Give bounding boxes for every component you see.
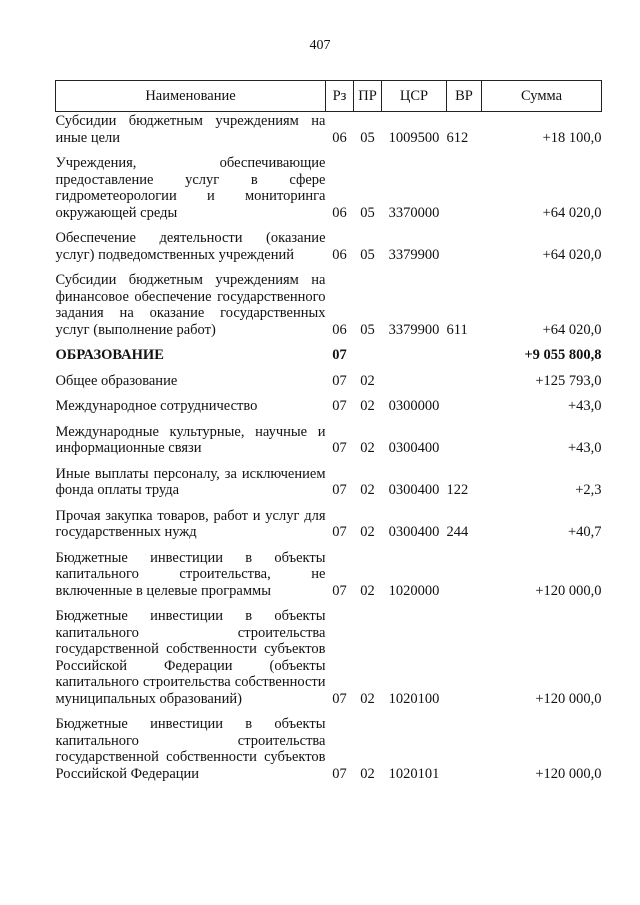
cell-pr: 02	[360, 582, 375, 599]
cell-name: Бюджетные инвестиции в объекты капитального строительства государственной собственности субъектов Российской Федерации	[55, 716, 326, 782]
table-row	[56, 547, 602, 606]
cell-pr: 02	[360, 440, 375, 456]
cell-rz: 07	[332, 372, 347, 389]
cell-rz: 07	[332, 582, 347, 599]
table-row	[56, 713, 602, 788]
table-row	[56, 152, 602, 227]
cell-rz: 07	[332, 440, 347, 456]
cell-vr	[447, 344, 482, 370]
cell-name: ОБРАЗОВАНИЕ	[55, 347, 164, 363]
cell-rz: 06	[332, 246, 347, 263]
cell-csr: 0300400	[388, 440, 440, 456]
cell-csr: 0300400	[388, 482, 440, 498]
cell-sum: +40,7	[567, 524, 602, 540]
cell-sum: +125 793,0	[535, 372, 602, 389]
header-csr: ЦСР	[382, 81, 447, 112]
cell-pr: 05	[360, 246, 375, 263]
cell-csr: 3379900	[388, 321, 440, 338]
table-row	[56, 463, 602, 505]
cell-sum: +43,0	[567, 398, 602, 414]
table-header	[56, 81, 602, 112]
cell-sum: +2,3	[575, 482, 602, 498]
cell-rz: 07	[332, 524, 347, 540]
header-rz: Рз	[326, 81, 354, 112]
cell-sum: +43,0	[567, 440, 602, 456]
cell-pr: 02	[360, 372, 375, 389]
cell-vr	[447, 713, 482, 788]
cell-pr: 02	[360, 690, 375, 707]
cell-pr: 05	[360, 321, 375, 338]
cell-name: Бюджетные инвестиции в объекты капитального строительства государственной собственности субъектов Российской Федерации (объекты капитального строительства собственности муниципальных образований)	[55, 608, 326, 707]
cell-csr: 1020100	[388, 690, 440, 707]
cell-pr: 02	[360, 482, 375, 498]
cell-vr: 244	[446, 524, 469, 540]
cell-sum: +120 000,0	[535, 690, 602, 707]
table-row	[56, 505, 602, 547]
cell-name: Субсидии бюджетным учреждениям на финансовое обеспечение государственного задания на оказание государственных услуг (выполнение работ)	[55, 272, 326, 338]
cell-csr: 0300000	[388, 398, 440, 414]
cell-pr: 05	[360, 129, 375, 146]
cell-rz: 06	[332, 321, 347, 338]
header-name: Наименование	[56, 81, 326, 112]
cell-vr: 612	[446, 129, 469, 146]
cell-name: Международные культурные, научные и информационные связи	[55, 423, 326, 456]
budget-table	[55, 80, 602, 788]
cell-csr: 3379900	[388, 246, 440, 263]
cell-vr	[447, 227, 482, 269]
cell-rz: 07	[332, 765, 347, 782]
table-row	[56, 370, 602, 396]
cell-sum: +9 055 800,8	[524, 347, 602, 363]
page-number: 407	[309, 38, 331, 53]
cell-name: Обеспечение деятельности (оказание услуг) подведомственных учреждений	[55, 230, 326, 263]
cell-sum: +64 020,0	[542, 204, 602, 221]
cell-csr: 1020101	[388, 765, 440, 782]
cell-sum: +64 020,0	[542, 246, 602, 263]
table-row	[56, 112, 602, 153]
cell-csr	[382, 344, 447, 370]
cell-sum: +120 000,0	[535, 765, 602, 782]
cell-rz: 06	[332, 129, 347, 146]
cell-csr: 3370000	[388, 204, 440, 221]
cell-csr	[382, 370, 447, 396]
cell-name: Субсидии бюджетным учреждениям на иные цели	[55, 113, 326, 146]
cell-csr: 0300400	[388, 524, 440, 540]
cell-rz: 06	[332, 204, 347, 221]
cell-rz: 07	[332, 690, 347, 707]
table-row	[56, 227, 602, 269]
table-body	[56, 112, 602, 789]
cell-pr: 02	[360, 398, 375, 414]
cell-name: Прочая закупка товаров, работ и услуг для государственных нужд	[55, 507, 326, 540]
cell-vr	[447, 370, 482, 396]
cell-name: Иные выплаты персоналу, за исключением фонда оплаты труда	[55, 465, 326, 498]
cell-vr: 122	[446, 482, 469, 498]
table-row	[56, 421, 602, 463]
cell-csr: 1020000	[388, 582, 440, 599]
cell-vr	[447, 605, 482, 713]
cell-csr: 1009500	[388, 129, 440, 146]
cell-sum: +18 100,0	[542, 129, 602, 146]
cell-pr: 05	[360, 204, 375, 221]
header-pr: ПР	[354, 81, 382, 112]
table-row	[56, 395, 602, 421]
table-row	[56, 605, 602, 713]
header-sum: Сумма	[482, 81, 602, 112]
cell-sum: +64 020,0	[542, 321, 602, 338]
cell-name: Общее образование	[55, 372, 178, 389]
cell-pr: 02	[360, 765, 375, 782]
cell-rz: 07	[332, 347, 347, 363]
cell-sum: +120 000,0	[535, 582, 602, 599]
table-row	[56, 269, 602, 344]
cell-pr	[354, 344, 382, 370]
cell-vr	[447, 152, 482, 227]
cell-name: Международное сотрудничество	[55, 398, 258, 414]
cell-vr: 611	[446, 321, 468, 338]
cell-name: Учреждения, обеспечивающие предоставление услуг в сфере гидрометеорологии и мониторинга окружающей среды	[55, 155, 326, 221]
header-vr: ВР	[447, 81, 482, 112]
cell-pr: 02	[360, 524, 375, 540]
cell-vr	[447, 547, 482, 606]
cell-name: Бюджетные инвестиции в объекты капитального строительства, не включенные в целевые программы	[55, 549, 326, 599]
cell-vr	[447, 421, 482, 463]
cell-rz: 07	[332, 482, 347, 498]
table-row	[56, 344, 602, 370]
cell-vr	[447, 395, 482, 421]
cell-rz: 07	[332, 398, 347, 414]
